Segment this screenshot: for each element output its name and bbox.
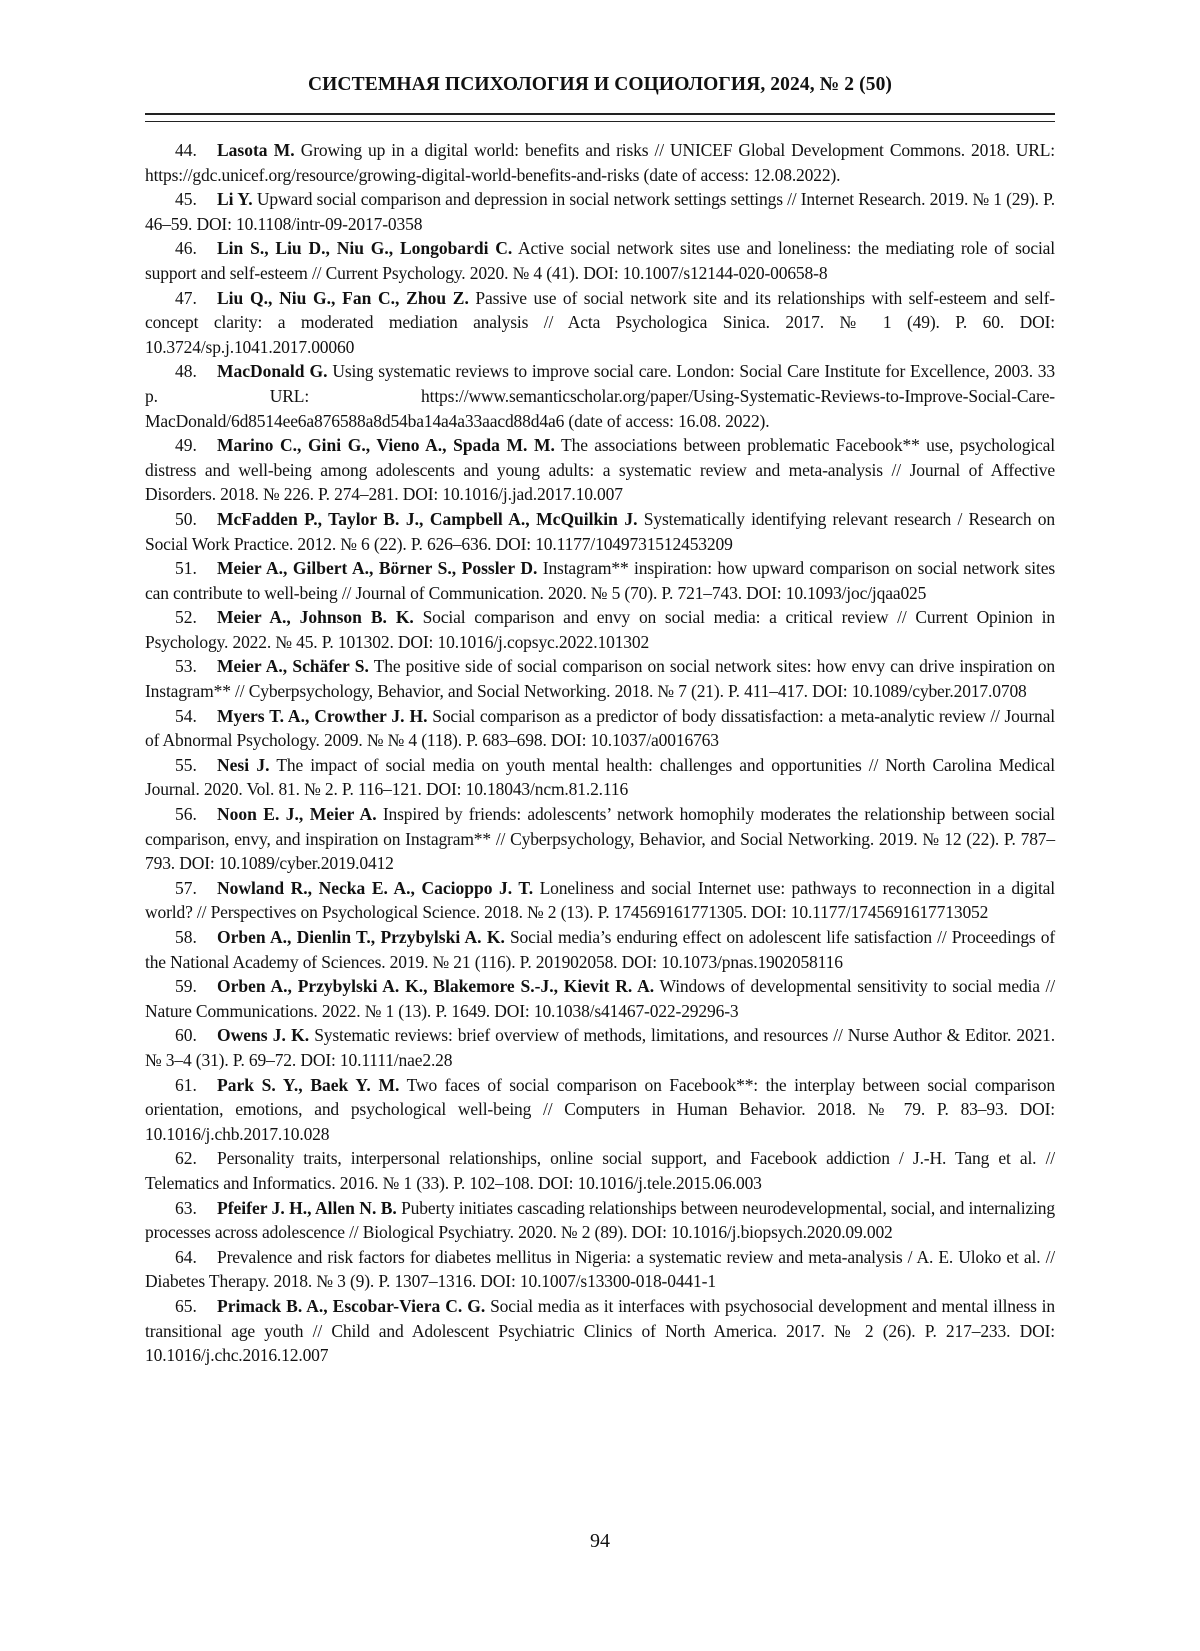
reference-item xyxy=(145,1294,1055,1368)
reference-number: 56. xyxy=(175,804,197,825)
reference-number: 51. xyxy=(175,558,197,579)
reference-item xyxy=(145,286,1055,360)
reference-item xyxy=(145,556,1055,605)
reference-authors: Orben A., Przybylski A. K., Blakemore S.-J., Kievit R. A. xyxy=(217,976,655,997)
reference-authors: Li Y. xyxy=(217,189,253,210)
reference-text: Puberty initiates cascading relationships between neurodevelopmental, social, and internalizing processes across adolescence // Biological Psychiatry. 2020. № 2 (89). DOI: 10.1016/j.biopsych.2020.09.002 xyxy=(145,1197,1055,1243)
header-rule-thin xyxy=(145,121,1055,122)
reference-item xyxy=(145,704,1055,753)
reference-item xyxy=(145,1073,1055,1147)
reference-text: Systematically identifying relevant research / Research on Social Work Practice. 2012. № 6 (22). P. 626–636. DOI: 10.1177/1049731512453209 xyxy=(145,508,1055,554)
reference-authors: McFadden P., Taylor B. J., Campbell A., McQuilkin J. xyxy=(217,508,638,529)
reference-number: 60. xyxy=(175,1025,197,1046)
reference-authors: Liu Q., Niu G., Fan C., Zhou Z. xyxy=(217,287,469,308)
reference-text: Growing up in a digital world: benefits and risks // UNICEF Global Development Commons. 2018. URL: https://gdc.unicef.org/resource/growing-digital-world-benefits-and-risks (date of access: 12.08.2022). xyxy=(145,140,1056,185)
reference-number: 46. xyxy=(175,238,197,259)
reference-text: Social comparison and envy on social media: a critical review // Current Opinion in Psychology. 2022. № 45. P. 101302. DOI: 10.1016/j.copsyc.2022.101302 xyxy=(145,607,1055,652)
reference-item xyxy=(145,359,1055,433)
reference-text: Passive use of social network site and its relationships with self-esteem and self-concept clarity: a moderated mediation analysis // Acta Psychologica Sinica. 2017. № 1 (49). P. 60. DOI: 10.3724/sp.j.1041.2017.00060 xyxy=(145,287,1055,357)
reference-text: Social comparison as a predictor of body dissatisfaction: a meta-analytic review // Journal of Abnormal Psychology. 2009. № № 4 (118). P. 683–698. DOI: 10.1037/a0016763 xyxy=(145,705,1055,751)
reference-text: Social media as it interfaces with psychosocial development and mental illness in transitional age youth // Child and Adolescent Psychiatric Clinics of North America. 2017. № 2 (26). P. 217–233. DOI: 10.1016/j.chc.2016.12.007 xyxy=(145,1295,1055,1366)
header-rule-thick xyxy=(145,113,1055,115)
reference-text: Instagram** inspiration: how upward comparison on social network sites can contribute to well-being // Journal of Communication. 2020. № 5 (70). P. 721–743. DOI: 10.1093/joc/jqaa025 xyxy=(145,558,1055,603)
page-number: 94 xyxy=(590,1530,610,1552)
reference-authors: Pfeifer J. H., Allen N. B. xyxy=(217,1197,397,1218)
reference-number: 45. xyxy=(175,189,197,210)
reference-number: 52. xyxy=(175,607,197,628)
reference-authors: Nesi J. xyxy=(217,754,270,775)
reference-number: 48. xyxy=(175,361,197,382)
reference-number: 61. xyxy=(175,1074,197,1095)
reference-number: 53. xyxy=(175,656,197,677)
reference-text: Upward social comparison and depression in social network settings settings // Internet Research. 2019. № 1 (29). P. 46–59. DOI: 10.1108/intr-09-2017-0358 xyxy=(145,189,1055,234)
reference-number: 65. xyxy=(175,1295,197,1316)
reference-text: Personality traits, interpersonal relationships, online social support, and Facebook addiction / J.-H. Tang et al. // Telematics and Informatics. 2016. № 1 (33). P. 102–108. DOI: 10.1016/j.tele.2015.06.003 xyxy=(145,1148,1055,1193)
reference-text: Two faces of social comparison on Facebook**: the interplay between social comparison orientation, emotions, and psychological well-being // Computers in Human Behavior. 2018. № 79. P. 83–93. DOI: 10.1016/j.chb.2017.10.028 xyxy=(145,1074,1055,1144)
reference-authors: Meier A., Gilbert A., Börner S., Possler D. xyxy=(217,558,538,579)
reference-number: 50. xyxy=(175,508,197,529)
reference-number: 49. xyxy=(175,435,197,456)
reference-text: Active social network sites use and loneliness: the mediating role of social support and self-esteem // Current Psychology. 2020. № 4 (41). DOI: 10.1007/s12144-020-00658-8 xyxy=(145,238,1055,283)
reference-item xyxy=(145,1245,1055,1294)
reference-number: 62. xyxy=(175,1148,197,1169)
reference-number: 64. xyxy=(175,1246,197,1267)
reference-authors: Primack B. A., Escobar-Viera C. G. xyxy=(217,1295,486,1316)
reference-authors: Meier A., Johnson B. K. xyxy=(217,607,414,628)
reference-item xyxy=(145,605,1055,654)
reference-item xyxy=(145,1196,1055,1245)
reference-authors: Orben A., Dienlin T., Przybylski A. K. xyxy=(217,927,505,947)
reference-item xyxy=(145,876,1055,925)
reference-item xyxy=(145,1023,1055,1072)
reference-text: The impact of social media on youth mental health: challenges and opportunities // North Carolina Medical Journal. 2020. Vol. 81. № 2. P. 116–121. DOI: 10.18043/ncm.81.2.116 xyxy=(145,754,1056,800)
reference-item xyxy=(145,236,1055,285)
reference-text: Inspired by friends: adolescents’ network homophily moderates the relationship between social comparison, envy, and inspiration on Instagram** // Cyberpsychology, Behavior, and Social Networking. 2019. № 12 (22). P. 787–793. DOI: 10.1089/cyber.2019.0412 xyxy=(145,804,1055,874)
reference-item xyxy=(145,925,1055,974)
reference-text: Social media’s enduring effect on adolescent life satisfaction // Proceedings of the National Academy of Sciences. 2019. № 21 (116). P. 201902058. DOI: 10.1073/pnas.1902058116 xyxy=(145,927,1055,972)
journal-header: СИСТЕМНАЯ ПСИХОЛОГИЯ И СОЦИОЛОГИЯ, 2024, № 2 (50) xyxy=(307,74,893,95)
reference-item xyxy=(145,187,1055,236)
reference-authors: Owens J. K. xyxy=(217,1025,310,1046)
reference-text: Windows of developmental sensitivity to social media // Nature Communications. 2022. № 1 (13). P. 1649. DOI: 10.1038/s41467-022-29296-3 xyxy=(145,976,1055,1021)
reference-text: Using systematic reviews to improve social care. London: Social Care Institute for Excellence, 2003. 33 p. URL: https://www.semanticscholar.org/paper/Using-Systematic-Reviews-to-Improve-Social-Care-MacDonald/6d8514ee6a876588a8d54ba14a4a33aacd88d4a6 (date of access: 16.08. 2022). xyxy=(145,361,1055,431)
reference-authors: Marino C., Gini G., Vieno A., Spada M. M. xyxy=(217,435,555,456)
reference-authors: Myers T. A., Crowther J. H. xyxy=(217,705,428,726)
reference-number: 47. xyxy=(175,287,197,308)
reference-text: Systematic reviews: brief overview of methods, limitations, and resources // Nurse Author & Editor. 2021. № 3–4 (31). P. 69–72. DOI: 10.1111/nae2.28 xyxy=(145,1025,1055,1070)
reference-item xyxy=(145,1146,1055,1195)
reference-number: 55. xyxy=(175,754,197,775)
reference-item xyxy=(145,507,1055,556)
reference-item xyxy=(145,753,1055,802)
reference-number: 54. xyxy=(175,705,197,726)
reference-number: 44. xyxy=(175,140,197,160)
reference-authors: Meier A., Schäfer S. xyxy=(217,656,369,677)
reference-authors: MacDonald G. xyxy=(217,361,328,382)
reference-text: Prevalence and risk factors for diabetes mellitus in Nigeria: a systematic review and meta-analysis / A. E. Uloko et al. // Diabetes Therapy. 2018. № 3 (9). P. 1307–1316. DOI: 10.1007/s13300-018-0441-1 xyxy=(145,1246,1055,1292)
reference-authors: Lin S., Liu D., Niu G., Longobardi C. xyxy=(217,238,513,259)
reference-text: Loneliness and social Internet use: pathways to reconnection in a digital world? // Perspectives on Psychological Science. 2018. № 2 (13). P. 174569161771305. DOI: 10.1177/1745691617713052 xyxy=(145,877,1056,923)
reference-text: The positive side of social comparison on social network sites: how envy can drive inspiration on Instagram** // Cyberpsychology, Behavior, and Social Networking. 2018. № 7 (21). P. 411–417. DOI: 10.1089/cyber.2017.0708 xyxy=(145,656,1055,702)
reference-authors: Lasota M. xyxy=(217,140,295,160)
reference-authors: Park S. Y., Baek Y. M. xyxy=(217,1074,400,1095)
reference-authors: Noon E. J., Meier A. xyxy=(217,804,377,825)
reference-item xyxy=(145,974,1055,1023)
reference-text: The associations between problematic Facebook** use, psychological distress and well-being among adolescents and young adults: a systematic review and meta-analysis // Journal of Affective Disorders. 2018. № 226. P. 274–281. DOI: 10.1016/j.jad.2017.10.007 xyxy=(145,435,1055,505)
reference-number: 59. xyxy=(175,976,197,997)
reference-item xyxy=(145,433,1055,507)
reference-item xyxy=(145,802,1055,876)
reference-number: 63. xyxy=(175,1197,197,1218)
reference-item xyxy=(145,138,1055,187)
reference-number: 58. xyxy=(175,927,197,947)
reference-list xyxy=(145,138,1055,1368)
reference-item xyxy=(145,654,1055,703)
reference-number: 57. xyxy=(175,877,197,898)
reference-authors: Nowland R., Necka E. A., Cacioppo J. T. xyxy=(217,877,534,898)
